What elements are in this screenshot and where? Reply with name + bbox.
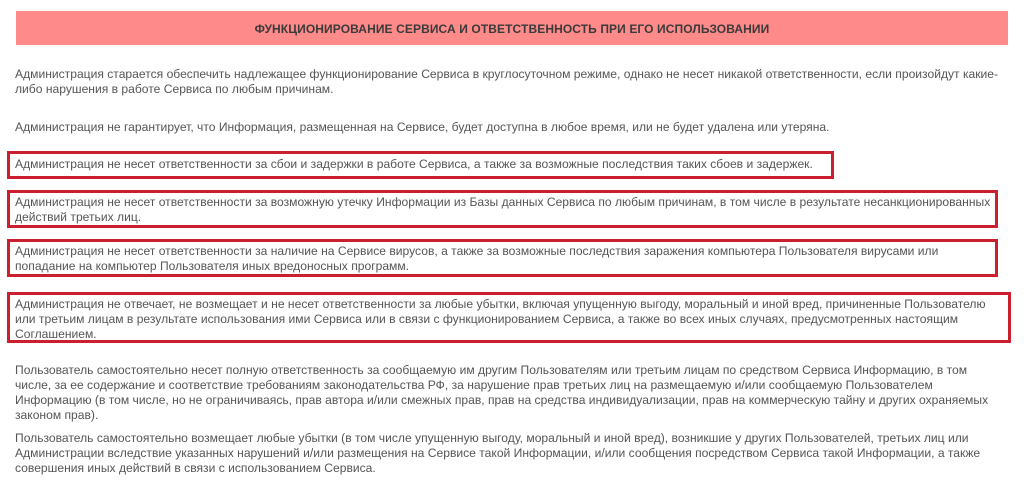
- paragraph-viruses: Администрация не несет ответственности за наличие на Сервисе вирусов, а также за возможные последствия заражения компьютера Пользователя вирусами или попадание на компьютер Пользователя иных вредоносных программ.: [15, 244, 939, 273]
- paragraph-damages: Администрация не отвечает, не возмещает и не несет ответственности за любые убытки, включая упущенную выгоду, моральный и иной вред, причиненные Пользователю или третьим лицам в результате использования ими Сервиса или в связи с функционированием Сервиса, а также во всех иных случаях, предусмотренных настоящим Соглашением.: [15, 297, 986, 341]
- section-title: ФУНКЦИОНИРОВАНИЕ СЕРВИСА И ОТВЕТСТВЕННОСТЬ ПРИ ЕГО ИСПОЛЬЗОВАНИИ: [254, 22, 770, 36]
- paragraph-user-compensation: Пользователь самостоятельно возмещает любые убытки (в том числе упущенную выгоду, моральный и иной вред), возникшие у других Пользователей, третьих лиц или Администрации вследствие указанных нарушений и/или размещения на Сервисе такой Информации, и/или сообщения посредством Сервиса такой Информации, а также совершения иных действий в связи с использованием Сервиса.: [15, 431, 981, 475]
- paragraph-failures: Администрация не несет ответственности за сбои и задержки в работе Сервиса, а также за возможные последствия таких сбоев и задержек.: [15, 157, 813, 171]
- section-header: [16, 11, 1008, 45]
- paragraph-availability: Администрация старается обеспечить надлежащее функционирование Сервиса в круглосуточном режиме, однако не несет никакой ответственности, если произойдут какие-либо нарушения в работе Сервиса по любым причинам.: [15, 67, 999, 96]
- paragraph-no-guarantee: Администрация не гарантирует, что Информация, размещенная на Сервисе, будет доступна в любое время, или не будет удалена или утеряна.: [15, 120, 830, 134]
- paragraph-data-leak: Администрация не несет ответственности за возможную утечку Информации из Базы данных Сервиса по любым причинам, в том числе в результате несанкционированных действий третьих лиц.: [15, 195, 991, 224]
- paragraph-user-responsibility: Пользователь самостоятельно несет полную ответственность за сообщаемую им другим Пользователям или третьим лицам по средством Сервиса Информацию, в том числе, за ее содержание и соответствие требованиям законодательства РФ, за нарушение прав третьих лиц на размещаемую и/или сообщаемую Пользователем Информацию (в том числе, но не ограничиваясь, прав автора и/или смежных прав, прав на средства индивидуализации, прав на коммерческую тайну и других охраняемых законом прав).: [15, 363, 989, 422]
